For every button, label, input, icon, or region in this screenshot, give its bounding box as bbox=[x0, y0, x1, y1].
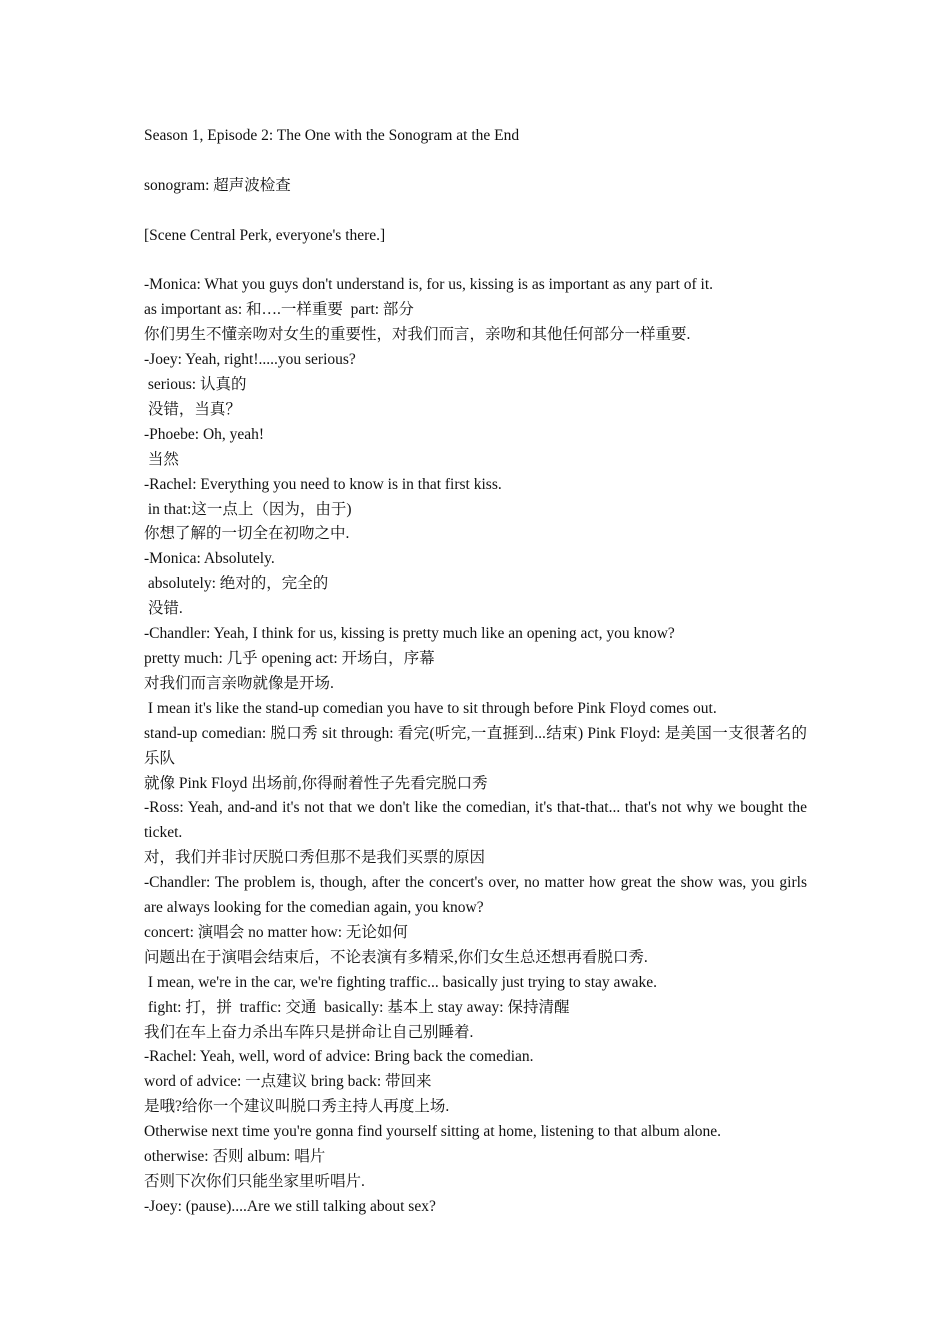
script-line: -Joey: (pause)....Are we still talking about sex? bbox=[144, 1197, 436, 1215]
document-page bbox=[144, 124, 807, 1220]
script-line: concert: 演唱会 no matter how: 无论如何 bbox=[144, 923, 408, 941]
spacer bbox=[144, 249, 807, 274]
script-line: 没错. bbox=[144, 600, 183, 618]
script-line: 否则下次你们只能坐家里听唱片. bbox=[144, 1173, 365, 1191]
script-line: 我们在车上奋力杀出车阵只是拼命让自己别睡着. bbox=[144, 1023, 474, 1041]
script-line: 对我们而言亲吻就像是开场. bbox=[144, 674, 334, 692]
script-line: otherwise: 否则 album: 唱片 bbox=[144, 1148, 326, 1166]
script-line: serious: 认真的 bbox=[144, 376, 247, 394]
script-line: 是哦?给你一个建议叫脱口秀主持人再度上场. bbox=[144, 1098, 450, 1116]
script-line: -Monica: Absolutely. bbox=[144, 550, 275, 568]
script-line: word of advice: 一点建议 bring back: 带回来 bbox=[144, 1073, 432, 1091]
script-line: -Chandler: Yeah, I think for us, kissing is pretty much like an opening act, you know? bbox=[144, 625, 675, 643]
script-line: I mean it's like the stand-up comedian you have to sit through before Pink Floyd comes out. bbox=[144, 699, 717, 717]
script-line: Otherwise next time you're gonna find yourself sitting at home, listening to that album alone. bbox=[144, 1123, 722, 1141]
scene-direction: [Scene Central Perk, everyone's there.] bbox=[144, 226, 386, 244]
script-line: 你们男生不懂亲吻对女生的重要性，对我们而言，亲吻和其他任何部分一样重要. bbox=[144, 326, 691, 344]
script-line: 问题出在于演唱会结束后，不论表演有多精采,你们女生总还想再看脱口秀. bbox=[144, 948, 648, 966]
script-line: 就像 Pink Floyd 出场前,你得耐着性子先看完脱口秀 bbox=[144, 774, 488, 792]
script-line: 你想了解的一切全在初吻之中. bbox=[144, 525, 350, 543]
script-line: 没错，当真？ bbox=[144, 400, 241, 418]
vocab-line: sonogram: 超声波检查 bbox=[144, 176, 291, 194]
script-line: -Monica: What you guys don't understand is, for us, kissing is as important as any part of it. bbox=[144, 276, 714, 294]
script-line: as important as: 和….一样重要 part: 部分 bbox=[144, 301, 414, 319]
script-line: absolutely: 绝对的，完全的 bbox=[144, 575, 329, 593]
script-line: in that:这一点上（因为，由于) bbox=[144, 500, 352, 518]
script-line: -Phoebe: Oh, yeah! bbox=[144, 425, 265, 443]
script-line-wrapped: stand-up comedian: 脱口秀 sit through: 看完(听完,一直捱到...结束) Pink Floyd: 是美国一支很著名的乐队 bbox=[144, 724, 807, 767]
script-line-wrapped: -Ross: Yeah, and-and it's not that we don't like the comedian, it's that-that... that's not why we bought the ticket. bbox=[144, 799, 807, 842]
script-line: 对，我们并非讨厌脱口秀但那不是我们买票的原因 bbox=[144, 849, 486, 867]
episode-title: Season 1, Episode 2: The One with the Sonogram at the End bbox=[144, 127, 520, 144]
script-line-wrapped: -Chandler: The problem is, though, after the concert's over, no matter how great the show was, you girls are always looking for the comedian again, you know? bbox=[144, 874, 807, 917]
spacer bbox=[144, 149, 807, 174]
script-line: 当然 bbox=[144, 450, 179, 468]
script-line: fight: 打，拼 traffic: 交通 basically: 基本上 stay away: 保持清醒 bbox=[144, 998, 570, 1016]
script-line: -Rachel: Yeah, well, word of advice: Bring back the comedian. bbox=[144, 1048, 534, 1066]
script-line: I mean, we're in the car, we're fighting traffic... basically just trying to stay awake. bbox=[144, 973, 657, 991]
script-line: -Joey: Yeah, right!.....you serious? bbox=[144, 351, 356, 369]
script-line: -Rachel: Everything you need to know is in that first kiss. bbox=[144, 475, 502, 493]
script-line: pretty much: 几乎 opening act: 开场白，序幕 bbox=[144, 649, 435, 667]
spacer bbox=[144, 199, 807, 224]
